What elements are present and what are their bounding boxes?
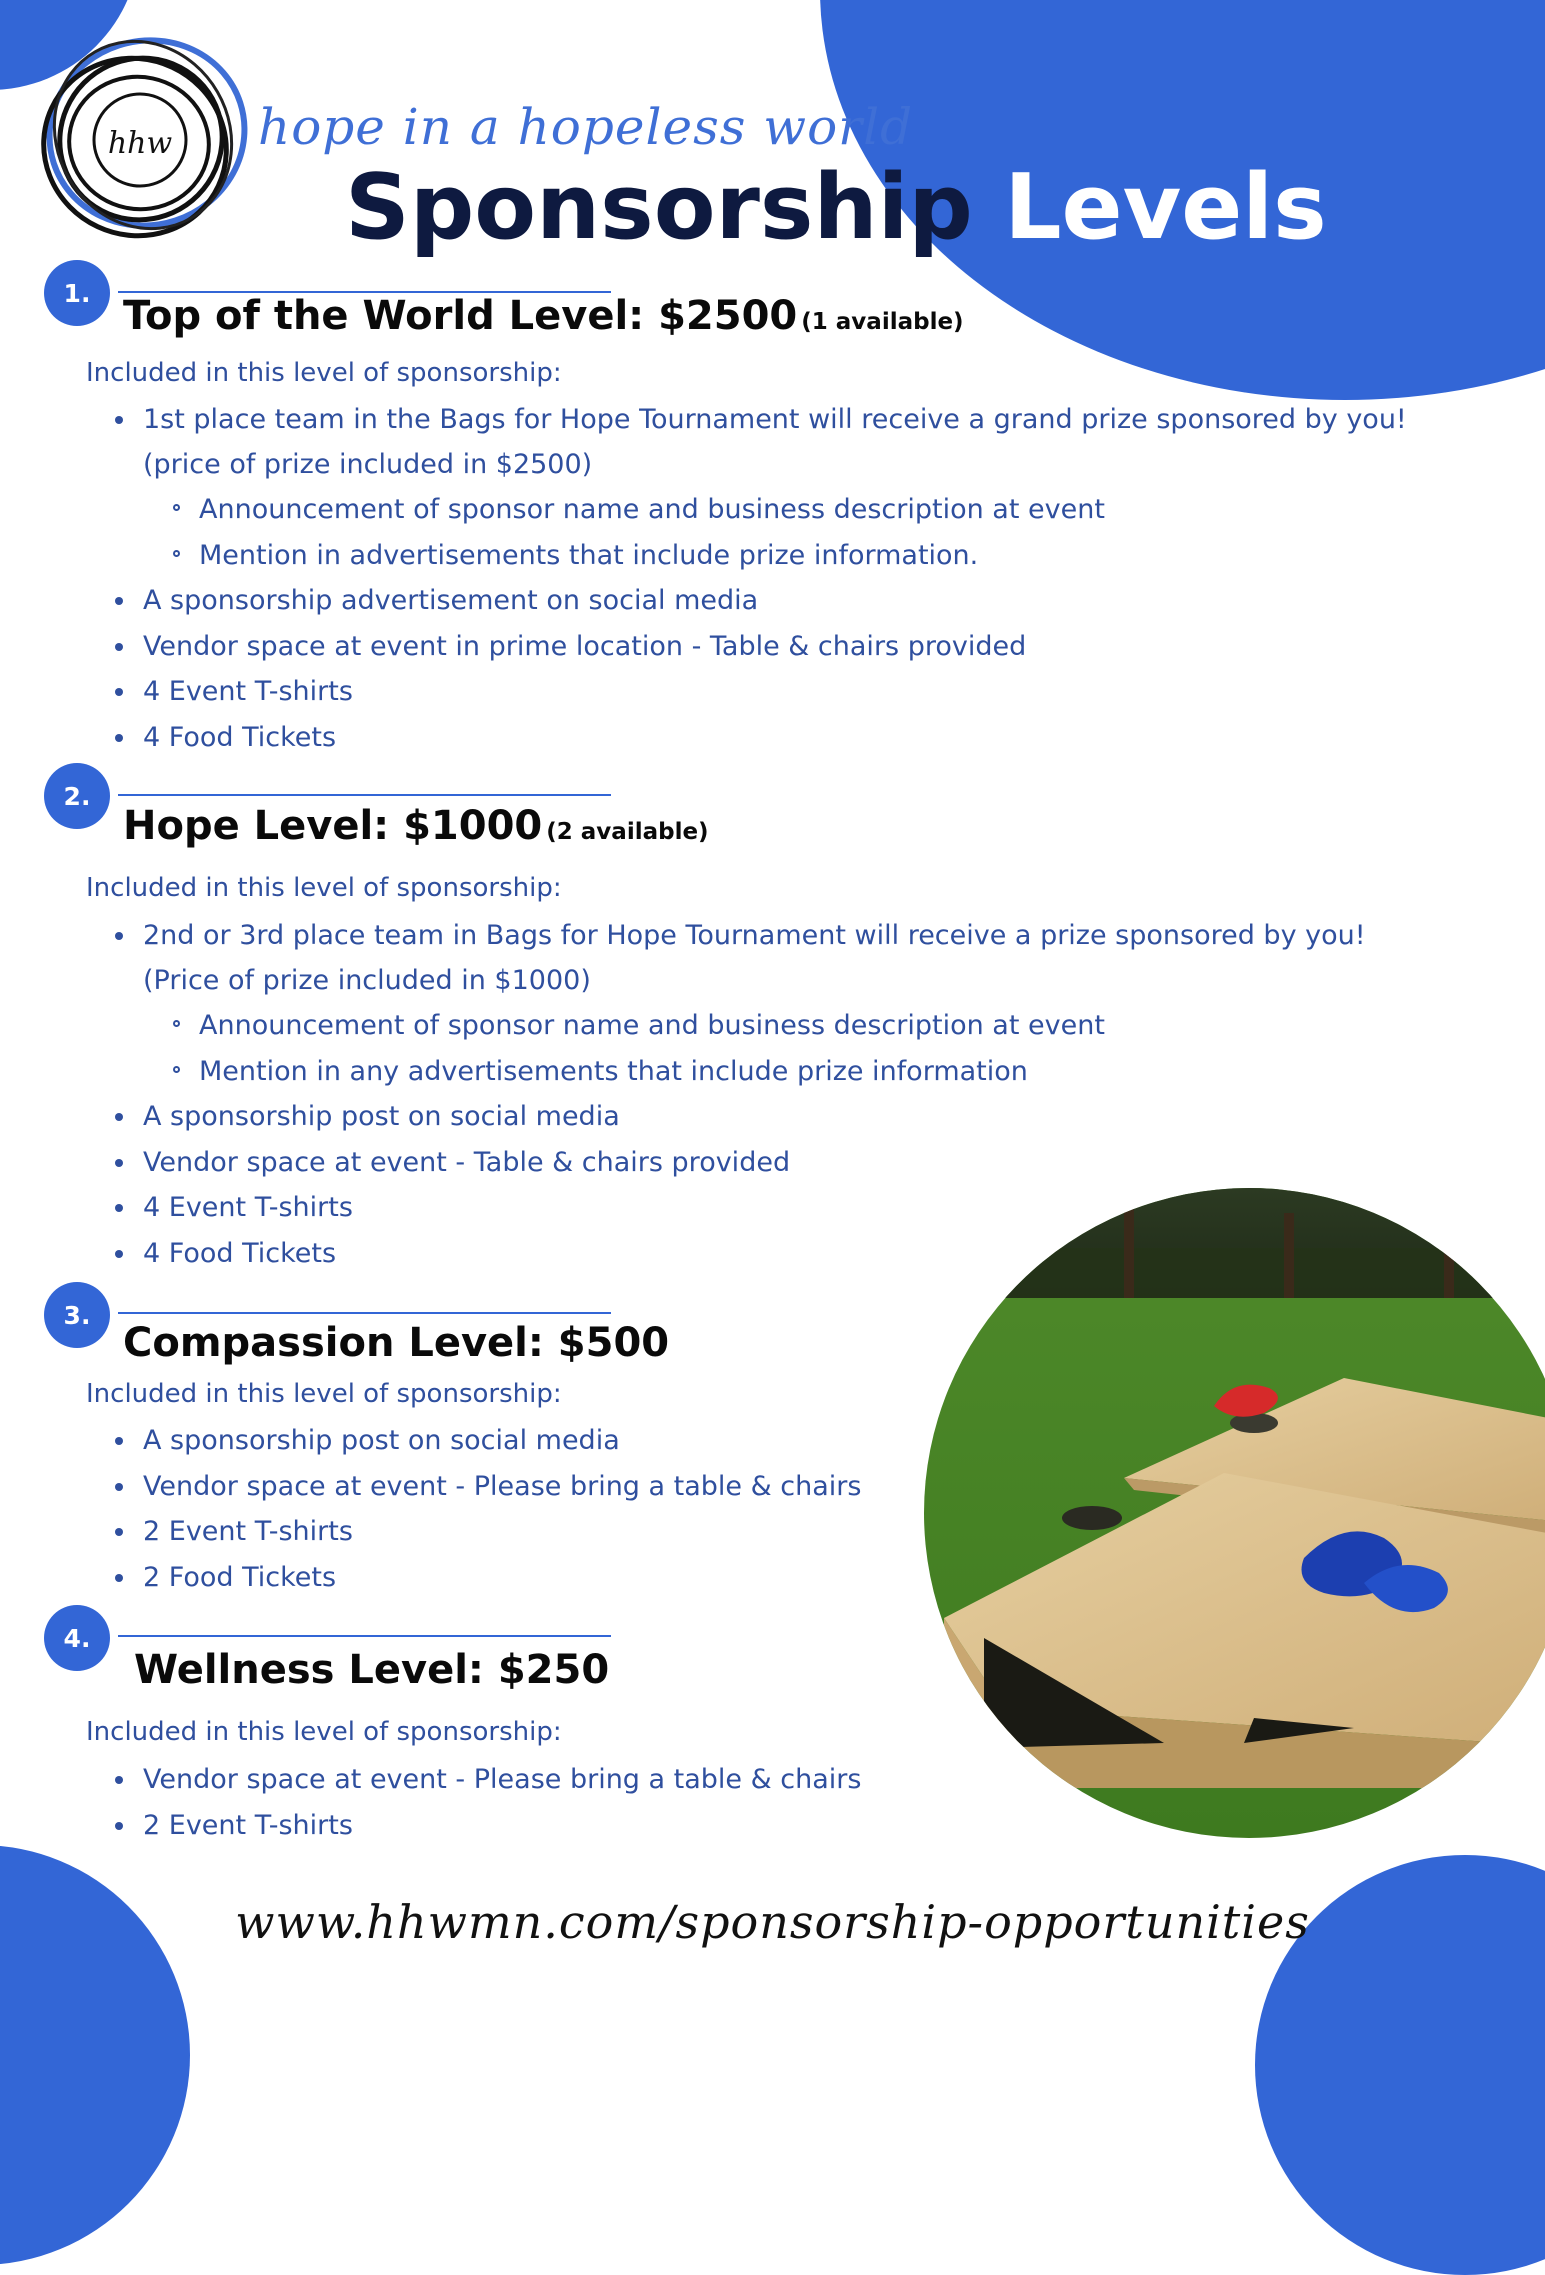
level-2-bullet: 2nd or 3rd place team in Bags for Hope Tournament will receive a prize sponsored by you! <box>143 913 1366 958</box>
level-1-intro: Included in this level of sponsorship: <box>86 358 562 388</box>
level-2-bullet: 4 Event T-shirts <box>143 1185 353 1230</box>
level-1-bullet: 4 Event T-shirts <box>143 669 353 714</box>
level-1-badge: 1. <box>44 260 110 326</box>
level-3-bullet: Vendor space at event - Please bring a table & chairs <box>143 1464 861 1509</box>
level-4-bullet: 2 Event T-shirts <box>143 1803 353 1848</box>
tagline: hope in a hopeless world <box>258 98 914 156</box>
level-3-rule <box>118 1312 611 1314</box>
hhw-logo <box>35 35 250 245</box>
level-2-subbullet: Announcement of sponsor name and business description at event <box>199 1003 1105 1048</box>
level-1-bullet-cont: (price of prize included in $2500) <box>143 449 593 480</box>
level-2-bullet: A sponsorship post on social media <box>143 1094 620 1139</box>
level-1-title <box>123 293 964 339</box>
level-4-title <box>134 1647 609 1693</box>
level-4-bullet: Vendor space at event - Please bring a table & chairs <box>143 1757 861 1802</box>
level-3-bullet: 2 Food Tickets <box>143 1555 336 1600</box>
level-3-bullet: A sponsorship post on social media <box>143 1418 620 1463</box>
level-1-bullet: 4 Food Tickets <box>143 715 336 760</box>
level-1-bullet: 1st place team in the Bags for Hope Tournament will receive a grand prize sponsored by you! <box>143 397 1407 442</box>
logo-text: hhw <box>107 126 173 161</box>
page-title <box>345 155 1327 260</box>
level-1-subbullet: Announcement of sponsor name and business description at event <box>199 487 1105 532</box>
title-part-levels: Levels <box>1004 155 1327 260</box>
title-part-sponsorship: Sponsorship <box>345 155 973 260</box>
level-2-title <box>123 803 709 849</box>
level-3-bullet: 2 Event T-shirts <box>143 1509 353 1554</box>
level-2-rule <box>118 794 611 796</box>
level-1-bullet: A sponsorship advertisement on social media <box>143 578 758 623</box>
level-1-availability: (1 available) <box>801 309 964 335</box>
level-2-availability: (2 available) <box>546 819 709 845</box>
level-1-title-text: Top of the World Level: $2500 <box>123 293 798 339</box>
level-4-intro: Included in this level of sponsorship: <box>86 1717 562 1747</box>
level-2-bullet-cont: (Price of prize included in $1000) <box>143 965 591 996</box>
level-1-subbullet: Mention in advertisements that include prize information. <box>199 533 978 578</box>
level-2-title-text: Hope Level: $1000 <box>123 803 543 849</box>
level-3-title <box>123 1320 669 1366</box>
level-2-bullet: Vendor space at event - Table & chairs provided <box>143 1140 790 1185</box>
level-3-badge: 3. <box>44 1282 110 1348</box>
level-2-subbullet: Mention in any advertisements that include prize information <box>199 1049 1028 1094</box>
level-4-badge: 4. <box>44 1605 110 1671</box>
level-2-intro: Included in this level of sponsorship: <box>86 873 562 903</box>
level-2-bullet: 4 Food Tickets <box>143 1231 336 1276</box>
cornhole-boards-photo <box>924 1188 1545 1838</box>
level-3-intro: Included in this level of sponsorship: <box>86 1379 562 1409</box>
level-1-bullet: Vendor space at event in prime location - Table & chairs provided <box>143 624 1026 669</box>
level-4-title-text: Wellness Level: $250 <box>134 1647 610 1693</box>
level-4-rule <box>118 1635 611 1637</box>
level-3-title-text: Compassion Level: $500 <box>123 1320 670 1366</box>
footer-url[interactable]: www.hhwmn.com/sponsorship-opportunities <box>235 1895 1310 1949</box>
level-2-badge: 2. <box>44 763 110 829</box>
